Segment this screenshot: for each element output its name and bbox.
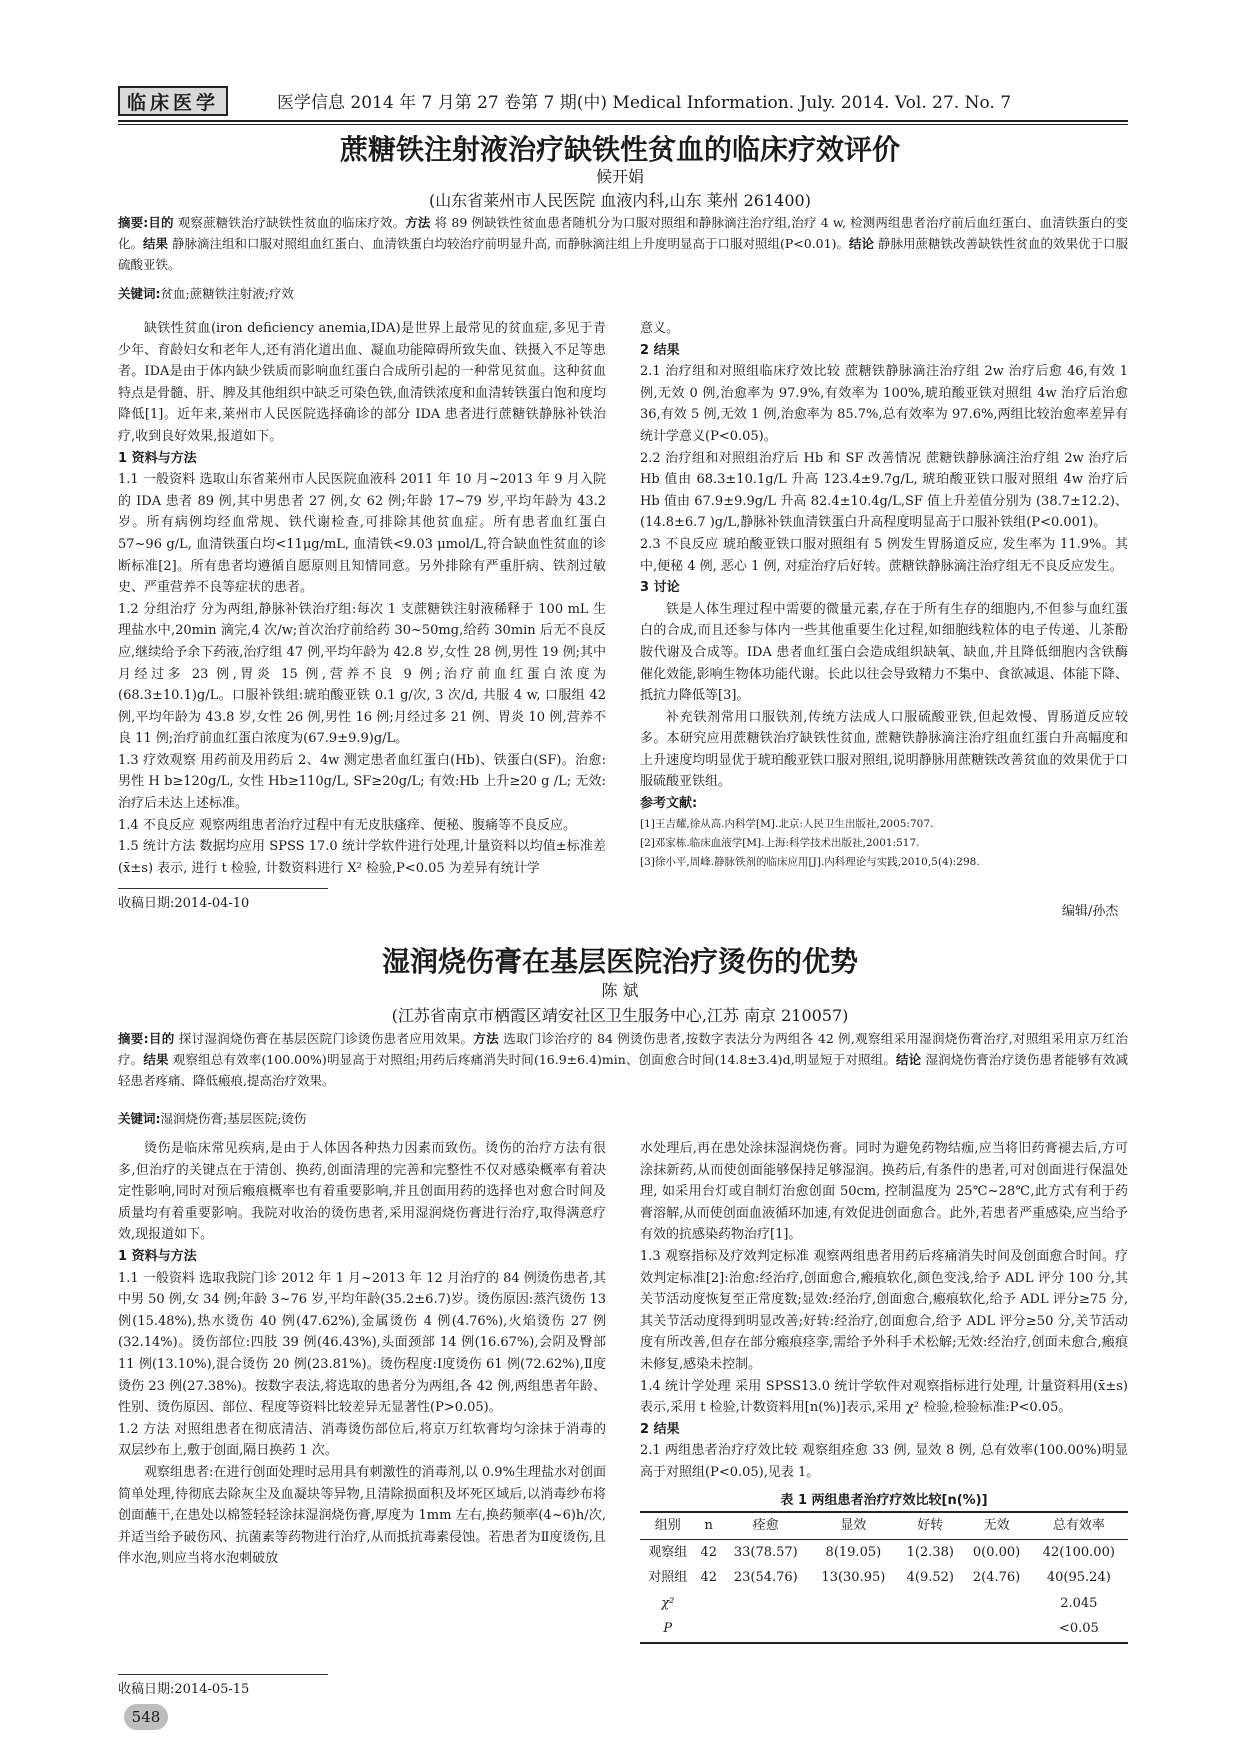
- keywords-label: 关键词:: [118, 286, 161, 301]
- paragraph: 烫伤是临床常见疾病,是由于人体因各种热力因素而致伤。烫伤的治疗方法有很多,但治疗的关键点在于清创、换药,创面清理的完善和完整性不仅对感染概率有着决定性影响,同时对预后瘢痕概率也有着重要影响,并且创面用药的选择也对愈合时间及质量均有着重要影响。我院对收治的烫伤患者,采用湿润烧伤膏进行治疗,取得满意疗效,现报道如下。: [118, 1141, 606, 1243]
- article2-affiliation: (江苏省南京市栖霞区靖安社区卫生服务中心,江苏 南京 210057): [391, 1006, 849, 1025]
- article2-left-column: [118, 1138, 606, 1570]
- table-cell: χ²: [661, 1595, 675, 1611]
- keywords-label: 关键词:: [118, 1111, 161, 1126]
- article1-received-date: 收稿日期:2014-04-10: [118, 896, 250, 911]
- method-label: 方法: [405, 215, 431, 230]
- paragraph: 1.1 一般资料 选取我院门诊 2012 年 1 月~2013 年 12 月治疗的 84 例烫伤患者,其中男 50 例,女 34 例;年龄 3~76 岁,平均年龄(35.2±6.7)岁。烫伤原因:蒸汽烫伤 13 例(15.48%),热水烫伤 40 例(47.62%),金属烫伤 4 例(4.76%),火焰烫伤 27 例(32.14%)。烫伤部位:四肢 39 例(46.43%),头面颈部 14 例(16.67%),会阴及臀部 11 例(13.10%),混合烫伤 20 例(23.81%)。烫伤程度:Ⅰ度烫伤 61 例(72.62%),Ⅱ度烫伤 23 例(27.38%)。按数字表法,将选取的患者分为两组,各 42 例,两组患者年龄、性别、烫伤原因、部位、程度等资料比较差异无显著性(P>0.05)。: [118, 1270, 606, 1416]
- article1-editor: 编辑/孙杰: [1062, 904, 1119, 919]
- abstract-objective: 观察蔗糖铁治疗缺铁性贫血的临床疗效。: [173, 215, 406, 230]
- table-cell: [963, 1591, 1029, 1617]
- table-cell: 13(30.95): [821, 1570, 886, 1586]
- table-cell: 23(54.76): [733, 1570, 798, 1586]
- paragraph: 意义。: [640, 321, 680, 336]
- table-cell: 0(0.00): [972, 1544, 1021, 1560]
- table-header-cell: 痊愈: [722, 1512, 810, 1539]
- table-cell: 8(19.05): [825, 1544, 882, 1560]
- paragraph: 观察组患者:在进行创面处理时忌用具有刺激性的消毒剂,以 0.9%生理盐水对创面简单处理,待彻底去除灰尘及血凝块等异物,且清除损面积及坏死区域后,以消毒纱布将创面蘸干,在患处以棉签轻轻涂抹湿润烧伤膏,厚度为 1mm 左右,换药频率(4~6)h/次,并适当给予破伤风、抗菌素等药物进行治疗,从而抵抗毒素侵蚀。若患者为Ⅱ度烫伤,且伴水泡,则应当将水泡刺破放: [118, 1464, 606, 1567]
- conclusion-label: 结论: [896, 1052, 922, 1067]
- table-row: [640, 1616, 1128, 1643]
- abstract-conclusion: 湿润烧伤膏治疗烫伤患者能够有效减轻患者疼痛、降低瘢痕,提高治疗效果。: [118, 1052, 1128, 1088]
- paragraph: 2.1 治疗组和对照组临床疗效比较 蔗糖铁静脉滴注治疗组 2w 治疗后愈 46,有效 1 例,无效 0 例,治愈率为 97.9%,有效率为 100%,琥珀酸亚铁对照组 4w 治疗后治愈 36,有效 5 例,无效 1 例,治愈率为 85.7%,总有效率为 97.6%,两组比较治愈率差异有统计学意义(P<0.05)。: [640, 364, 1128, 444]
- table-header-cell: n: [695, 1512, 722, 1539]
- footnote-rule: [118, 1674, 328, 1675]
- abstract-method: 将 89 例缺铁性贫血患者随机分为口服对照组和静脉滴注治疗组,治疗 4 w, 检测两组患者治疗前后血红蛋白、血清铁蛋白的变化。: [118, 215, 1128, 251]
- article1-author: 候开娟: [595, 167, 644, 186]
- table-row: [640, 1565, 1128, 1591]
- header-rule-thin: [118, 124, 1128, 125]
- reference-item: [3]徐小平,周峰.静脉铁剂的临床应用[J].内科理论与实践,2010,5(4):298.: [640, 855, 980, 868]
- abstract-result: 静脉滴注组和口服对照组血红蛋白、血清铁蛋白均较治疗前明显升高, 而静脉滴注组上升度明显高于口服对照组(P<0.01)。: [168, 236, 849, 251]
- paragraph: 1.2 分组治疗 分为两组,静脉补铁治疗组:每次 1 支蔗糖铁注射液稀释于 100 mL 生理盐水中,20min 滴完,4 次/w;首次治疗前给药 30~50mg,给药 30min 后无不良反应,继续给予余下药液,治疗组 47 例,平均年龄为 42.8 岁,女性 28 例,男性 19 例;其中月经过多 23 例,胃炎 15 例,营养不良 9 例;治疗前血红蛋白浓度为(68.3±10.1)g/L。口服补铁组:琥珀酸亚铁 0.1 g/次, 3 次/d, 共服 4 w, 口服组 42 例,平均年龄为 43.8 岁,女性 26 例,男性 16 例;月经过多 21 例、胃炎 10 例,营养不良 11 例;治疗前血红蛋白浓度为(67.9±9.9)g/L。: [118, 601, 606, 747]
- section-heading: 1 资料与方法: [118, 450, 197, 466]
- table-header-cell: 组别: [640, 1512, 695, 1539]
- section-tab: 临床医学: [118, 86, 228, 116]
- header-rule: [118, 120, 1128, 122]
- reference-list: [640, 815, 1128, 872]
- paragraph: 1.1 一般资料 选取山东省莱州市人民医院血液科 2011 年 10 月~2013 年 9 月入院的 IDA 患者 89 例,其中男患者 27 例,女 62 例;年龄 17~79 岁,平均年龄为 43.2 岁。所有病例均经血常规、铁代谢检查,可排除其他贫血症。所有患者血红蛋白 57~96 g/L, 血清铁蛋白均<11μg/mL, 血清铁<9.03 μmol/L,符合缺血性贫血的诊断标准[2]。所有患者均遵循自愿原则且知情同意。另外排除有严重肝病、铁剂过敏史、严重营养不良等症状的患者。: [118, 472, 606, 596]
- table-cell: 33(78.57): [733, 1544, 798, 1560]
- method-label: 方法: [473, 1031, 499, 1046]
- table-header-row: [640, 1512, 1128, 1539]
- article2-right-column: [640, 1138, 1128, 1644]
- abstract-result: 观察组总有效率(100.00%)明显高于对照组;用药后疼痛消失时间(16.9±6.4)min、创面愈合时间(14.8±3.4)d,明显短于对照组。: [168, 1052, 897, 1067]
- result-label: 结果: [143, 236, 169, 251]
- paragraph: 铁是人体生理过程中需要的微量元素,存在于所有生存的细胞内,不但参与血红蛋白的合成,而且还参与体内一些其他重要生化过程,如细胞线粒体的电子传递、儿茶酚胺代谢及合成等。IDA 患者血红蛋白会造成组织缺氧、缺血,并且降低细胞内含铁酶催化效能,影响生物体功能代谢。长此以往会导致精力不集中、食欲减退、体能下降、抵抗力降低等[3]。: [640, 601, 1128, 704]
- table-row: [640, 1591, 1128, 1617]
- table-cell: 2(4.76): [972, 1570, 1021, 1586]
- table-cell: [695, 1591, 722, 1617]
- abstract-label: 摘要:目的: [118, 1031, 175, 1046]
- article2-keywords: [118, 1108, 1128, 1129]
- paragraph: 1.5 统计方法 数据均应用 SPSS 17.0 统计学软件进行处理,计量资料以均值±标准差(x̄±s) 表示, 进行 t 检验, 计数资料进行 X² 检验,P<0.05 为差异有统计学: [118, 839, 606, 876]
- table-header-cell: 好转: [897, 1512, 963, 1539]
- article2-received-date: 收稿日期:2014-05-15: [118, 1682, 250, 1697]
- table-cell: [810, 1591, 898, 1617]
- table-cell: 40(95.24): [1046, 1570, 1111, 1586]
- article1-right-column: [640, 318, 1128, 872]
- paragraph: 2.2 治疗组和对照组治疗后 Hb 和 SF 改善情况 蔗糖铁静脉滴注治疗组 2w 治疗后 Hb 值由 68.3±10.1g/L 升高 123.4±9.7g/L, 琥珀酸亚铁口服对照组 4w 治疗后 Hb 值由 67.9±9.9g/L 升高 82.4±10.4g/L,SF 值上升差值分别为 (38.7±12.2)、(14.8±6.7 )g/L,静脉补铁血清铁蛋白升高程度明显高于口服补铁组(P<0.001)。: [640, 450, 1128, 531]
- table-cell: 对照组: [648, 1570, 688, 1586]
- page-number: 548: [124, 1704, 168, 1730]
- abstract-conclusion: 静脉用蔗糖铁改善缺铁性贫血的效果优于口服硫酸亚铁。: [118, 236, 1128, 272]
- table-header-cell: 总有效率: [1030, 1512, 1128, 1539]
- table-caption: 表 1 两组患者治疗疗效比较[n(%)]: [780, 1492, 988, 1508]
- reference-item: [1]王吉耀,徐从高.内科学[M].北京:人民卫生出版社,2005:707.: [640, 817, 934, 830]
- footnote-rule: [118, 888, 328, 889]
- table-cell: [897, 1616, 963, 1643]
- paragraph: 缺铁性贫血(iron deficiency anemia,IDA)是世界上最常见的贫血症,多见于青少年、育龄妇女和老年人,还有消化道出血、凝血功能障碍所致失血、铁摄入不足等患者。IDA是由于体内缺少铁质而影响血红蛋白合成所引起的一种常见贫血。这种贫血特点是骨髓、肝、脾及其他组织中缺乏可染色铁,血清铁浓度和血清转铁蛋白饱和度均降低[1]。近年来,莱州市人民医院选择确诊的部分 IDA 患者进行蔗糖铁静脉补铁治疗,收到良好效果,报道如下。: [118, 321, 606, 444]
- paragraph: 1.3 疗效观察 用药前及用药后 2、4w 测定患者血红蛋白(Hb)、铁蛋白(SF)。治愈: 男性 H b≥120g/L, 女性 Hb≥110g/L, SF≥20g/L; 有效:Hb 上升≥20 g /L; 无效:治疗后未达上述标准。: [118, 752, 606, 812]
- article1-left-column: [118, 318, 606, 879]
- references-heading: 参考文献:: [640, 796, 698, 812]
- section-heading: 2 结果: [640, 342, 680, 358]
- table-cell: 2.045: [1060, 1595, 1098, 1611]
- keywords-text: 湿润烧伤膏;基层医院;烫伤: [160, 1111, 307, 1126]
- paragraph: 补充铁剂常用口服铁剂,传统方法成人口服硫酸亚铁,但起效慢、胃肠道反应较多。本研究应用蔗糖铁治疗缺铁性贫血, 蔗糖铁静脉滴注治疗组血红蛋白升高幅度和上升速度均明显优于琥珀酸亚铁口服对照组,说明静脉用蔗糖铁改善贫血的效果优于口服硫酸亚铁组。: [640, 709, 1128, 790]
- table-cell: [963, 1616, 1029, 1643]
- table-header-cell: 显效: [810, 1512, 898, 1539]
- section-heading: 1 资料与方法: [118, 1248, 197, 1264]
- table-cell: [695, 1616, 722, 1643]
- abstract-method: 选取门诊治疗的 84 例烫伤患者,按数字表法分为两组各 42 例,观察组采用湿润烧伤膏治疗,对照组采用京万红治疗。: [118, 1031, 1128, 1067]
- table-cell: 42(100.00): [1042, 1544, 1115, 1560]
- article1-keywords: [118, 283, 1128, 304]
- article2-title: 湿润烧伤膏在基层医院治疗烫伤的优势: [381, 945, 858, 978]
- abstract-label: 摘要:目的: [118, 215, 174, 230]
- result-label: 结果: [143, 1052, 169, 1067]
- results-table: [640, 1511, 1128, 1644]
- paragraph: 1.3 观察指标及疗效判定标准 观察两组患者用药后疼痛消失时间及创面愈合时间。疗效判定标准[2]:治愈:经治疗,创面愈合,瘢痕软化,颜色变浅,给予 ADL 评分 100 分,其关节活动度恢复至正常度数;显效:经治疗,创面愈合,瘢痕软化,给予 ADL 评分≥75 分,其关节活动度得到明显改善;好转:经治疗,创面愈合,给予 ADL 评分≥50 分,关节活动度有所改善,但存在部分瘢痕痉挛,需给予外科手术松解;无效:经治疗,创面未愈合,瘢痕未修复,感染未控制。: [640, 1248, 1128, 1372]
- paragraph: 1.4 不良反应 观察两组患者治疗过程中有无皮肤瘙痒、便秘、腹痛等不良反应。: [118, 817, 576, 833]
- table-cell: [722, 1616, 810, 1643]
- paragraph: 2.1 两组患者治疗疗效比较 观察组痊愈 33 例, 显效 8 例, 总有效率(100.00%)明显高于对照组(P<0.05),见表 1。: [640, 1443, 1128, 1480]
- section-heading: 2 结果: [640, 1421, 680, 1437]
- paragraph: 1.4 统计学处理 采用 SPSS13.0 统计学软件对观察指标进行处理, 计量资料用(x̄±s)表示,采用 t 检验,计数资料用[n(%)]表示,采用 χ² 检验,检验标准:P<0.05。: [640, 1378, 1128, 1416]
- reference-item: [2]邓家栋.临床血液学[M].上海:科学技术出版社,2001:517.: [640, 836, 920, 849]
- running-header: 医学信息 2014 年 7 月第 27 卷第 7 期(中) Medical Information. July. 2014. Vol. 27. No. 7: [277, 93, 1012, 113]
- table-row: [640, 1539, 1128, 1565]
- paragraph: 水处理后,再在患处涂抹湿润烧伤膏。同时为避免药物结痂,应当将旧药膏褪去后,方可涂抹新药,从而使创面能够保持足够湿润。换药后,有条件的患者,可对创面进行保温处理, 如采用台灯或自制灯治愈创面 50cm, 控制温度为 25℃~28℃,此方式有利于药膏溶解,从而使创面血液循环加速,有效促进创面愈合。此外,若患者严重感染,应当给予有效的抗感染药物治疗[1]。: [640, 1141, 1128, 1243]
- article1-affiliation: (山东省莱州市人民医院 血液内科,山东 莱州 261400): [429, 191, 811, 210]
- conclusion-label: 结论: [848, 236, 874, 251]
- article2-author: 陈 斌: [601, 981, 639, 1000]
- table-cell: 42: [700, 1544, 717, 1560]
- table-cell: [897, 1591, 963, 1617]
- paragraph: 1.2 方法 对照组患者在彻底清洁、消毒烫伤部位后,将京万红软膏均匀涂抹于消毒的双层纱布上,敷于创面,隔日换药 1 次。: [118, 1421, 606, 1459]
- abstract-objective: 探讨湿润烧伤膏在基层医院门诊烫伤患者应用效果。: [174, 1031, 474, 1046]
- table-cell: P: [640, 1616, 695, 1643]
- table-cell: <0.05: [1030, 1616, 1128, 1643]
- article1-title: 蔗糖铁注射液治疗缺铁性贫血的临床疗效评价: [339, 133, 900, 166]
- article1-abstract: [118, 212, 1128, 275]
- keywords-text: 贫血;蔗糖铁注射液;疗效: [160, 286, 294, 301]
- table-cell: [722, 1591, 810, 1617]
- table-cell: 1(2.38): [906, 1544, 954, 1560]
- table-header-cell: 无效: [963, 1512, 1029, 1539]
- section-heading: 3 讨论: [640, 580, 680, 596]
- paragraph: 2.3 不良反应 琥珀酸亚铁口服对照组有 5 例发生胃肠道反应, 发生率为 11.9%。其中,便秘 4 例, 恶心 1 例, 对症治疗后好转。蔗糖铁静脉滴注治疗组无不良反应发生。: [640, 536, 1128, 574]
- article2-abstract: [118, 1028, 1128, 1091]
- table-cell: 42: [700, 1570, 717, 1586]
- table-cell: [810, 1616, 898, 1643]
- table-cell: 4(9.52): [906, 1570, 954, 1586]
- table-cell: 观察组: [648, 1544, 688, 1560]
